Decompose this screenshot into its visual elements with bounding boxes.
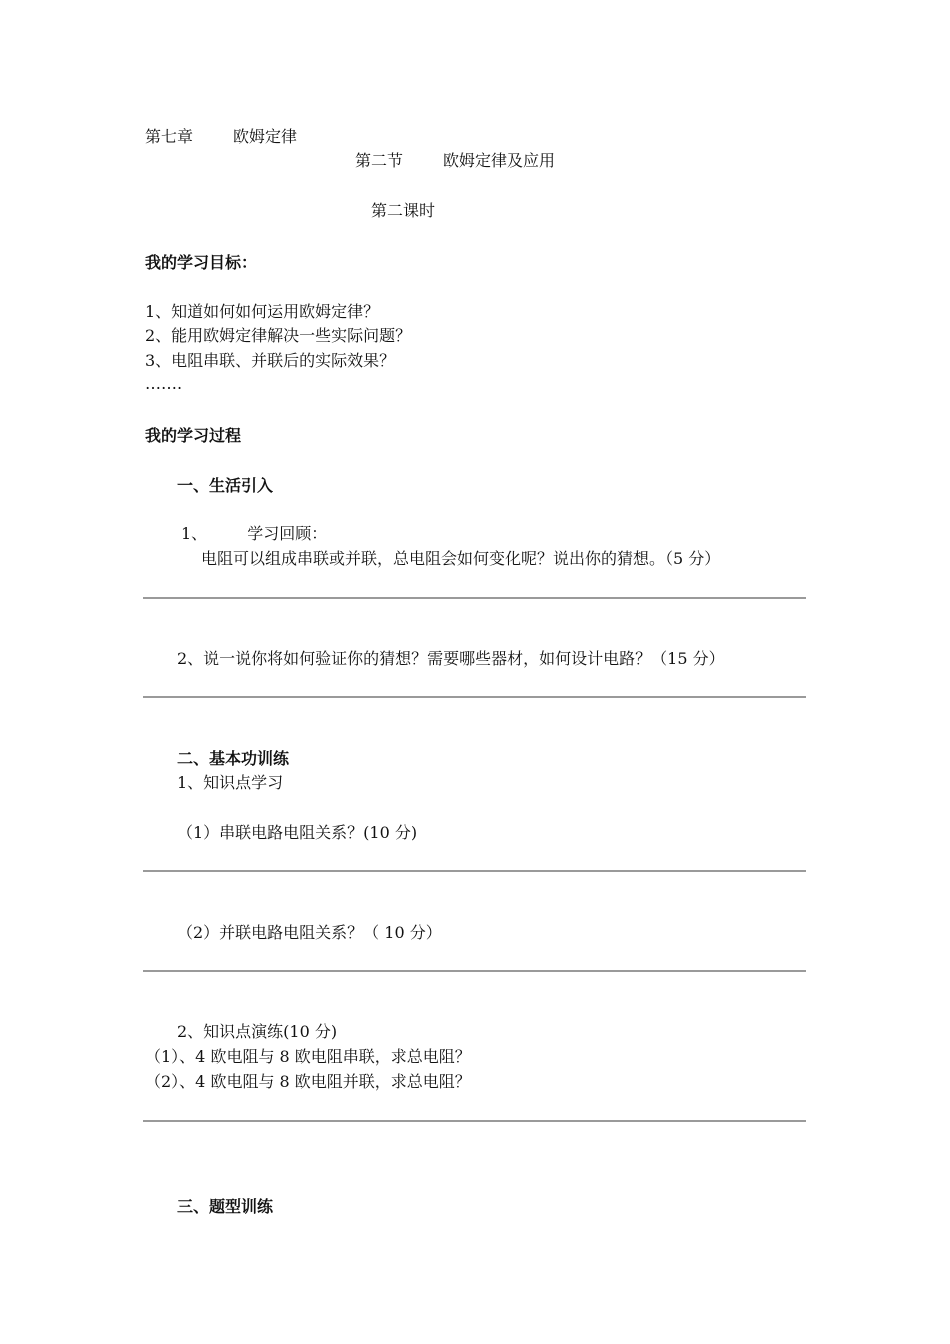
part1-q2-text: 2、说一说你将如何验证你的猜想？需要哪些器材，如何设计电路？（15 分） — [177, 649, 725, 668]
goal-item-3: 3、电阻串联、并联后的实际效果？ — [145, 351, 396, 370]
goal-item-ellipsis: ……. — [145, 374, 183, 393]
part1-q1-number: 1、 — [181, 524, 208, 543]
part1-q1-label: 学习回顾： — [247, 524, 328, 543]
process-heading: 我的学习过程 — [145, 426, 242, 445]
part2-ex1: （1）、4 欧电阻与 8 欧电阻串联，求总电阻？ — [145, 1047, 471, 1066]
part2-q1: （1）串联电路电阻关系？(10 分) — [177, 823, 418, 842]
goal-item-2: 2、能用欧姆定律解决一些实际问题？ — [145, 326, 412, 345]
part1-q1-header — [181, 523, 327, 545]
answer-line-2 — [143, 696, 806, 698]
answer-line-3 — [143, 870, 806, 872]
part3-heading: 三、题型训练 — [177, 1197, 274, 1216]
section-heading — [355, 150, 555, 172]
chapter-heading — [145, 126, 297, 148]
answer-line-5 — [143, 1120, 806, 1122]
part2-sub1: 1、知识点学习 — [177, 773, 284, 792]
section-title: 欧姆定律及应用 — [443, 151, 556, 170]
part2-heading: 二、基本功训练 — [177, 749, 290, 768]
section-number: 第二节 — [355, 151, 404, 170]
part2-sub2: 2、知识点演练(10 分) — [177, 1022, 338, 1041]
answer-line-1 — [143, 597, 806, 599]
answer-line-4 — [143, 970, 806, 972]
part1-q1-text: 电阻可以组成串联或并联，总电阻会如何变化呢？说出你的猜想。（5 分） — [201, 549, 721, 568]
lesson-label: 第二课时 — [371, 201, 436, 220]
goal-item-1: 1、知道如何如何运用欧姆定律？ — [145, 302, 380, 321]
chapter-number: 第七章 — [145, 127, 194, 146]
part2-ex2: （2）、4 欧电阻与 8 欧电阻并联，求总电阻？ — [145, 1072, 471, 1091]
part1-heading: 一、生活引入 — [177, 476, 274, 495]
part2-q2: （2）并联电路电阻关系？（ 10 分） — [177, 923, 442, 942]
chapter-title: 欧姆定律 — [233, 127, 298, 146]
goals-heading: 我的学习目标： — [145, 253, 258, 272]
